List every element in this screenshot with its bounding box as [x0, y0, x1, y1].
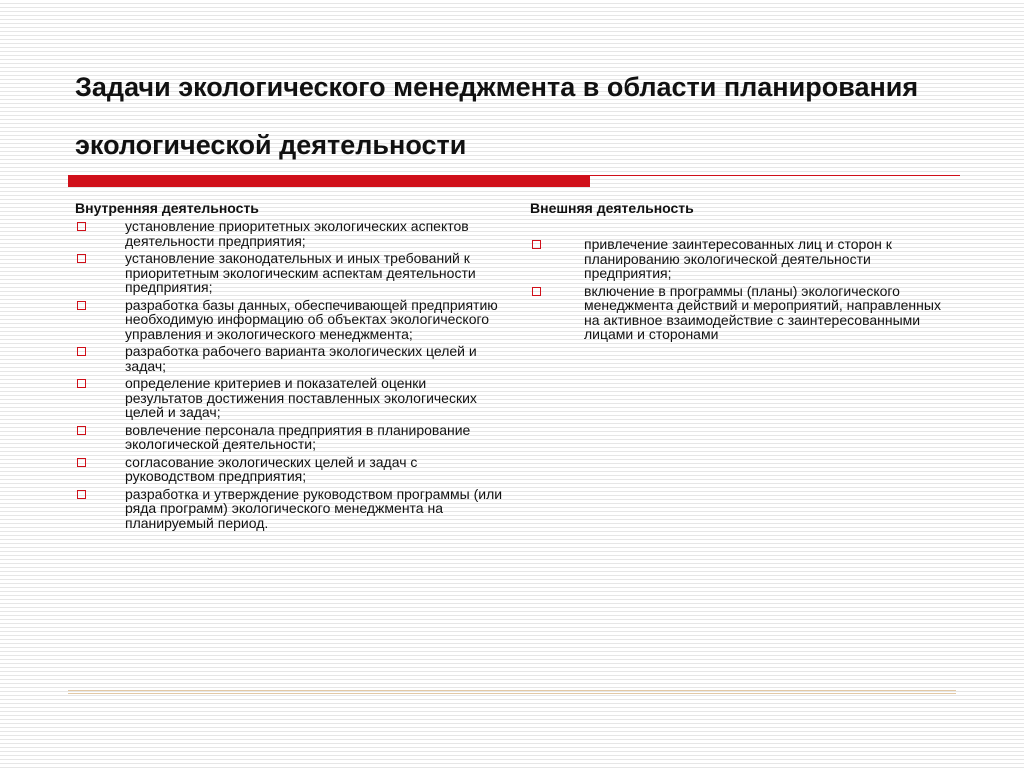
list-item — [75, 219, 505, 248]
external-activity-list — [530, 237, 950, 342]
list-item-text: согласование экологических целей и задач с руководством предприятия; — [125, 453, 418, 484]
list-item-text: разработка базы данных, обеспечивающей предприятию необходимую информацию об объектах экологического управления и экологического менеджмента; — [125, 296, 498, 342]
list-item — [75, 455, 505, 484]
list-item — [75, 487, 505, 531]
internal-activity-list — [75, 219, 505, 530]
list-item-text: установление приоритетных экологических аспектов деятельности предприятия; — [125, 218, 469, 249]
square-bullet-icon — [532, 240, 541, 249]
slide-title: Задачи экологического менеджмента в области планирования экологической деятельности — [75, 72, 919, 160]
square-bullet-icon — [77, 301, 86, 310]
list-item — [530, 284, 950, 342]
list-item-text: привлечение заинтересованных лиц и сторон к планированию экологической деятельности предприятия; — [584, 236, 892, 281]
footer-divider — [68, 690, 956, 694]
list-item-text: включение в программы (планы) экологического менеджмента действий и мероприятий, направленных на активное взаимодействие с заинтересованными лицами и сторонами — [584, 282, 941, 342]
list-item — [75, 376, 505, 420]
list-item-text: разработка рабочего варианта экологических целей и задач; — [125, 343, 477, 374]
title-accent-bar — [68, 175, 590, 187]
title-accent-line — [590, 175, 960, 176]
external-activity-heading: Внешняя деятельность — [530, 200, 694, 216]
list-item-text: вовлечение персонала предприятия в планирование экологической деятельности; — [125, 421, 471, 452]
list-item — [75, 298, 505, 342]
list-item — [75, 344, 505, 373]
square-bullet-icon — [532, 287, 541, 296]
square-bullet-icon — [77, 347, 86, 356]
internal-activity-heading: Внутренняя деятельность — [75, 200, 259, 216]
square-bullet-icon — [77, 458, 86, 467]
square-bullet-icon — [77, 379, 86, 388]
list-item — [75, 423, 505, 452]
list-item — [530, 237, 950, 281]
list-item — [75, 251, 505, 295]
list-item-text: установление законодательных и иных требований к приоритетным экологическим аспектам деятельности предприятия; — [125, 250, 476, 295]
internal-activity-column — [75, 200, 505, 533]
list-item-text: определение критериев и показателей оценки результатов достижения поставленных экологических целей и задач; — [125, 375, 477, 420]
square-bullet-icon — [77, 222, 86, 231]
external-activity-column — [530, 200, 950, 345]
square-bullet-icon — [77, 426, 86, 435]
list-item-text: разработка и утверждение руководством программы (или ряда программ) экологического менеджмента на планируемый период. — [125, 485, 503, 531]
square-bullet-icon — [77, 254, 86, 263]
square-bullet-icon — [77, 490, 86, 499]
